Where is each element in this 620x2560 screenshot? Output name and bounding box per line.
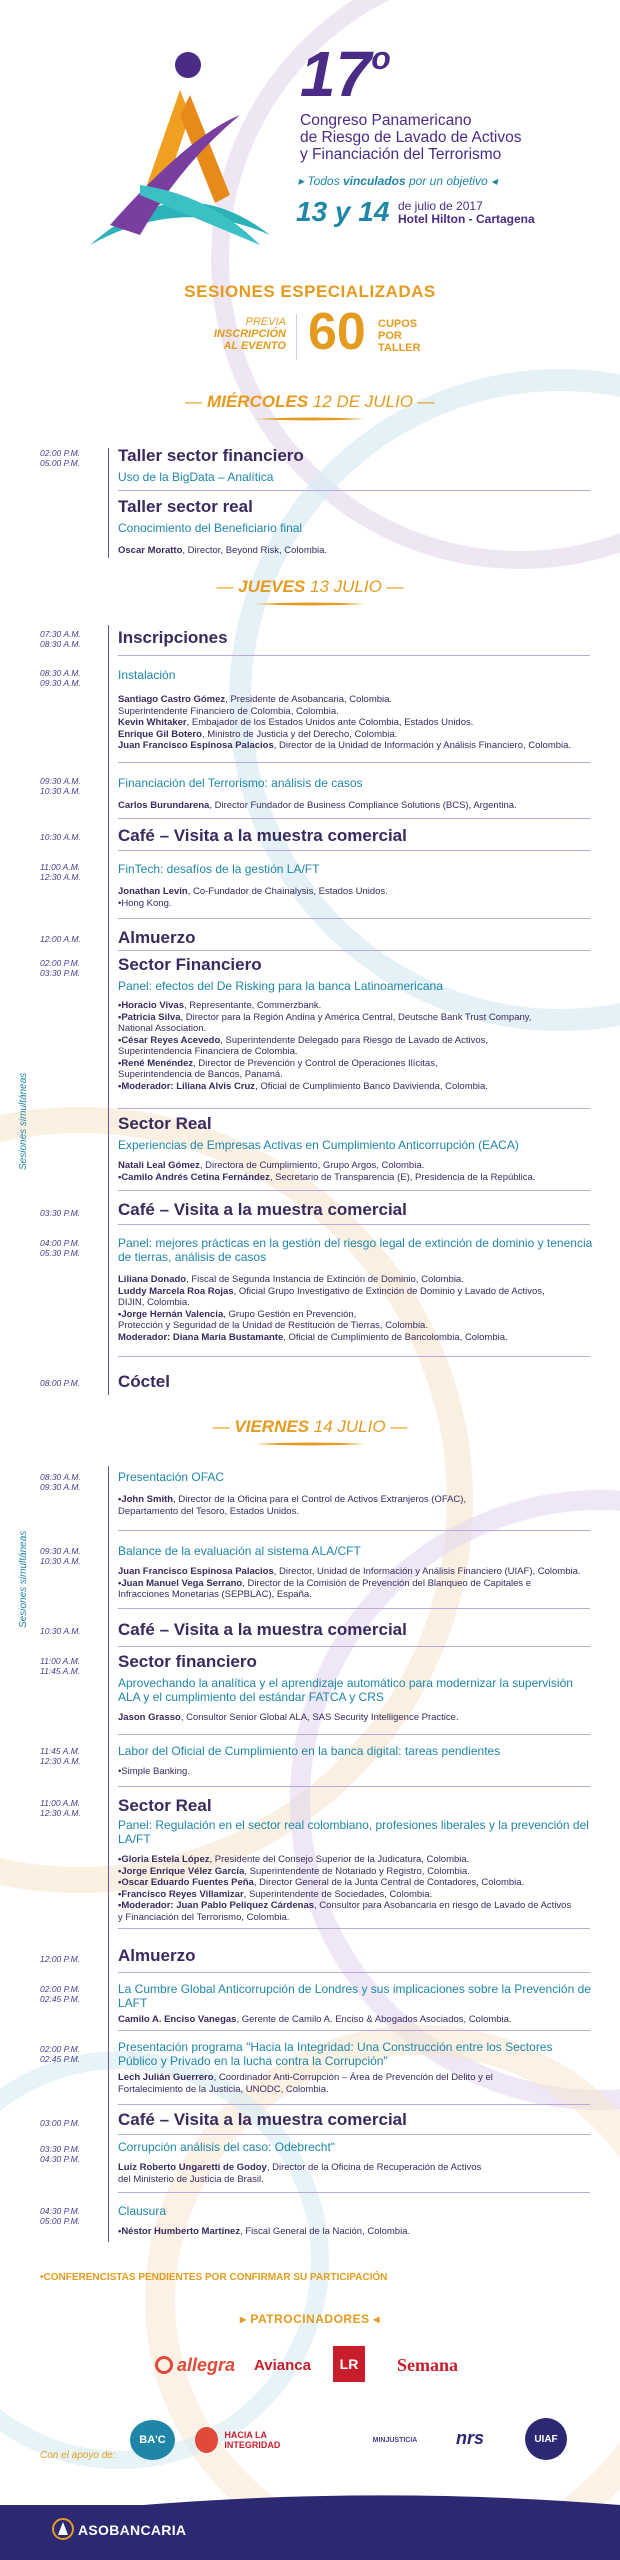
sponsors-title: ▸ PATROCINADORES ◂ — [240, 2312, 380, 2326]
session-title: Cóctel — [118, 1372, 170, 1391]
session-subtitle: Financiación del Terrorismo: análisis de casos — [118, 776, 363, 790]
previa-inscripcion: PREVIA INSCRIPCIÓN AL EVENTO — [213, 316, 286, 352]
speaker: Camilo A. Enciso Vanegas, Gerente de Camilo A. Enciso & Abogados Asociados, Colombia. — [118, 2014, 512, 2025]
session-subtitle: Balance de la evaluación al sistema ALA/CFT — [118, 1544, 361, 1558]
time-label: 12:00 A.M. — [40, 934, 81, 944]
session-subtitle: Uso de la BigData – Analítica — [118, 470, 274, 484]
session-subtitle: Clausura — [118, 2204, 167, 2218]
support-bac-logo: BA'C — [130, 2420, 175, 2460]
time-label: 07:30 A.M. 08:30 A.M. — [40, 629, 81, 649]
session-subtitle: Presentación OFAC — [118, 1470, 225, 1484]
time-label: 02:00 P.M. 02:45 P.M. — [40, 1984, 81, 2004]
separator — [118, 1190, 590, 1191]
speaker-list: Liliana Donado, Fiscal de Segunda Instancia de Extinción de Dominio, Colombia. Luddy Marcela Roa Rojas, Oficial Grupo Investigativo de Extinción de Dominio y Lavado de Activos, DIJIN, Colombia. •Jorge Hernán Valencia, Grupo Gestión en Prevención, Protección y Seguridad de la Unidad de Restitución de Tierras, Colombia. Moderador: Diana María Bustamante, Oficial de Cumplimiento de Bancolombia, Colombia. — [118, 1274, 545, 1343]
session-subtitle: Panel: efectos del De Risking para la banca Latinoamericana — [118, 979, 443, 993]
time-label: 08:30 A.M. 09:30 A.M. — [40, 1472, 81, 1492]
congress-number: 17$^o$ — [300, 38, 391, 110]
sponsor-allegra-logo: allegra — [150, 2350, 240, 2380]
time-label: 10:30 A.M. — [40, 832, 81, 842]
speaker: •Simple Banking. — [118, 1766, 190, 1777]
speaker-list: •Gloria Estela López, Presidente del Consejo Superior de la Judicatura, Colombia. •Jorge Enrique Vélez García, Superintendente de Notariado y Registro, Colombia. •Oscar Eduardo Fuentes Peña, Director General de la Junta Central de Contadores, Colombia. •Francisco Reyes Villamizar, Superintendente de Sociedades, Colombia. •Moderador: Juan Pablo Peliquez Cárdenas, Consultor para Asobancaria en riesgo de Lavado de Activos y Financiación del Terrorismo, Colombia. — [118, 1854, 572, 1923]
day-header-thursday: — JUEVES 13 JULIO — — [0, 577, 620, 607]
time-label: 09:30 A.M. 10:30 A.M. — [40, 776, 81, 796]
speaker: •Néstor Humberto Martínez, Fiscal General de la Nación, Colombia. — [118, 2226, 411, 2237]
separator — [118, 1530, 590, 1531]
speaker: Oscar Moratto, Director, Beyond Risk, Colombia. — [118, 545, 328, 556]
simultaneous-label-thursday: Sesiones simultáneas — [18, 1072, 29, 1170]
speaker-list: Luiz Roberto Ungaretti de Godoy, Director de la Oficina de Recuperación de Activos del Ministerio de Justicia de Brasil. — [118, 2162, 482, 2185]
separator — [118, 1928, 590, 1929]
cupos-label: CUPOS POR TALLER — [378, 318, 421, 354]
time-label: 04:00 P.M. 05:30 P.M. — [40, 1238, 81, 1258]
time-label: 09:30 A.M. 10:30 A.M. — [40, 1546, 81, 1566]
session-title: Sector Real — [118, 1796, 212, 1815]
separator — [118, 490, 590, 491]
sponsor-lr-logo: LR — [333, 2346, 365, 2382]
separator — [118, 1356, 590, 1357]
time-label: 08:00 P.M. — [40, 1378, 81, 1388]
separator — [118, 818, 590, 819]
session-title: Café – Visita a la muestra comercial — [118, 2110, 407, 2129]
session-subtitle: Presentación programa "Hacia la Integridad: Una Construcción entre los Sectores Público y Privado en la lucha contra la Corrupción" — [118, 2040, 553, 2068]
support-uiaf-logo: UIAF — [525, 2418, 567, 2460]
speaker-list: •Horacio Vivas, Representante, Commerzbank. •Patricia Silva, Director para la Región Andina y América Central, Deutsche Bank Trust Company, National Association. •César Reyes Acevedo, Superintendente Delegado para Riesgo de Lavado de Activos, Superintendencia Financiera de Colombia. •René Menéndez, Director de Prevención y Control de Operaciones Ilícitas, Superintendencia de Bancos, Panamá. •Moderador: Liliana Alvis Cruz, Oficial de Cumplimiento Banco Davivienda, Colombia. — [118, 1000, 532, 1092]
separator — [118, 2030, 590, 2031]
speaker: Carlos Burundarena, Director Fundador de Business Compliance Solutions (BCS), Argentina. — [118, 800, 517, 811]
sessions-title: SESIONES ESPECIALIZADAS — [184, 282, 436, 301]
event-date-venue: de julio de 2017 Hotel Hilton - Cartagena — [398, 199, 535, 226]
speaker: Jason Grasso, Consultor Senior Global ALA, SAS Security Intelligence Practice. — [118, 1712, 459, 1723]
session-title: Taller sector financiero — [118, 446, 304, 465]
congress-logo-icon — [80, 45, 280, 260]
timeline-line — [108, 1466, 109, 2242]
session-subtitle: Conocimiento del Beneficiario final — [118, 521, 303, 535]
support-integridad-logo: HACIA LA INTEGRIDAD — [195, 2420, 315, 2460]
time-label: 03:30 P.M. 04:30 P.M. — [40, 2144, 81, 2164]
timeline-line — [108, 448, 109, 558]
day-header-wednesday: — MIÉRCOLES 12 DE JULIO — — [0, 392, 620, 422]
session-title: Sector Financiero — [118, 955, 262, 974]
time-label: 08:30 A.M. 09:30 A.M. — [40, 668, 81, 688]
separator — [118, 950, 590, 951]
time-label: 02:00 P.M. 03:30 P.M. — [40, 958, 81, 978]
asobancaria-icon — [52, 2518, 74, 2540]
separator — [118, 1734, 590, 1735]
support-minjusticia-logo: MINJUSTICIA — [372, 2436, 418, 2444]
time-label: 11:00 A.M. 11:45 A.M. — [40, 1656, 81, 1676]
time-label: 11:00 A.M. 12:30 A.M. — [40, 1798, 81, 1818]
slogan: ▸ Todos vinculados por un objetivo ◂ — [298, 174, 498, 188]
speaker-list: Lech Julián Guerrero, Coordinador Anti-Corrupción – Área de Prevención del Delito y el Fortalecimiento de la Justicia, UNODC, Colombia. — [118, 2072, 493, 2095]
session-subtitle: FinTech: desafíos de la gestión LA/FT — [118, 862, 320, 876]
cupos-number: 60 — [308, 303, 366, 361]
session-title: Taller sector real — [118, 497, 253, 516]
congress-name: Congreso Panamericano de Riesgo de Lavado de Activos y Financiación del Terrorismo — [300, 112, 522, 163]
separator — [118, 2192, 590, 2193]
support-label: Con el apoyo de: — [40, 2450, 116, 2461]
time-label: 03:00 P.M. — [40, 2118, 81, 2128]
time-label: 10:30 A.M. — [40, 1626, 81, 1636]
timeline-line — [108, 625, 109, 1395]
separator — [118, 1972, 590, 1973]
separator — [118, 655, 590, 656]
promo-divider — [296, 314, 297, 360]
session-subtitle: Aprovechando la analítica y el aprendizaje automático para modernizar la supervisión ALA y el cumplimiento del estándar FATCA y CRS — [118, 1676, 573, 1704]
session-title: Almuerzo — [118, 928, 196, 947]
time-label: 04:30 P.M. 05:00 P.M. — [40, 2206, 81, 2226]
speaker-list: Juan Francisco Espinosa Palacios, Director, Unidad de Información y Análisis Financiero (UIAF), Colombia. •Juan Manuel Vega Serrano, Director de la Comisión de Prevención del Blanqueo de Capitales e Infracciones Monetarias (SEPBLAC), España. — [118, 1566, 581, 1600]
session-subtitle: Labor del Oficial de Cumplimiento en la banca digital: tareas pendientes — [118, 1744, 501, 1758]
time-label: 02:00 P.M. 02:45 P.M. — [40, 2044, 81, 2064]
pending-note: •CONFERENCISTAS PENDIENTES POR CONFIRMAR SU PARTICIPACIÓN — [40, 2272, 388, 2283]
session-subtitle: Instalación — [118, 668, 176, 682]
separator — [118, 2104, 590, 2105]
separator — [118, 1786, 590, 1787]
simultaneous-label-friday: Sesiones simultáneas — [18, 1530, 29, 1628]
day-header-friday: — VIERNES 14 JULIO — — [0, 1417, 620, 1447]
separator — [118, 1224, 590, 1225]
time-label: 11:00 A.M. 12:30 A.M. — [40, 862, 81, 882]
time-label: 03:30 P.M. — [40, 1208, 81, 1218]
session-subtitle: Panel: mejores prácticas en la gestión del riesgo legal de extinción de dominio y tenencia de tierras, análisis de casos — [118, 1236, 593, 1264]
session-subtitle: Corrupción análisis del caso: Odebrecht" — [118, 2140, 336, 2154]
time-label: 02:00 P.M. 05:00 P.M. — [40, 448, 81, 468]
sponsor-avianca-logo: Avianca — [254, 2356, 311, 2374]
sponsor-semana-logo: Semana — [396, 2354, 458, 2375]
speaker-list: Jonathan Levin, Co-Fundador de Chainalysis, Estados Unidos. •Hong Kong. — [118, 886, 388, 909]
separator — [118, 1646, 590, 1647]
session-subtitle: La Cumbre Global Anticorrupción de Londres y sus implicaciones sobre la Prevención de LAFT — [118, 1982, 591, 2010]
session-title: Inscripciones — [118, 628, 228, 647]
speaker-list: •John Smith, Director de la Oficina para el Control de Activos Extranjeros (OFAC), Departamento del Tesoro, Estados Unidos. — [118, 1494, 467, 1517]
support-nrs-logo: nrs — [455, 2427, 484, 2448]
separator — [118, 918, 590, 919]
session-title: Café – Visita a la muestra comercial — [118, 1200, 407, 1219]
session-title: Café – Visita a la muestra comercial — [118, 826, 407, 845]
separator — [118, 762, 590, 763]
session-title: Sector financiero — [118, 1652, 257, 1671]
speaker-list: Santiago Castro Gómez, Presidente de Asobancaria, Colombia. Superintendente Financiero de Colombia, Colombia. Kevin Whitaker, Embajador de los Estados Unidos ante Colombia, Estados Unidos. Enrique Gil Botero, Ministro de Justicia y del Derecho, Colombia. Juan Francisco Espinosa Palacios, Director de la Unidad de Información y Análisis Financiero, Colombia. — [118, 694, 572, 751]
separator — [118, 850, 590, 851]
session-subtitle: Experiencias de Empresas Activas en Cumplimiento Anticorrupción (EACA) — [118, 1138, 519, 1152]
session-title: Café – Visita a la muestra comercial — [118, 1620, 407, 1639]
session-title: Almuerzo — [118, 1946, 196, 1965]
footer-brand: ASOBANCARIA — [78, 2522, 187, 2538]
separator — [118, 1608, 590, 1609]
separator — [118, 1108, 590, 1109]
separator — [118, 2134, 590, 2135]
time-label: 12:00 P.M. — [40, 1954, 81, 1964]
speaker-list: Natali Leal Gómez, Directora de Cumplimiento, Grupo Argos, Colombia. •Camilo Andrés Cetina Fernández, Secretario de Transparencia (E), Presidencia de la República. — [118, 1160, 536, 1183]
session-subtitle: Panel: Regulación en el sector real colombiano, profesiones liberales y la prevención del LA/FT — [118, 1818, 589, 1846]
event-days: 13 y 14 — [296, 196, 390, 227]
time-label: 11:45 A.M. 12:30 A.M. — [40, 1746, 81, 1766]
session-title: Sector Real — [118, 1114, 212, 1133]
